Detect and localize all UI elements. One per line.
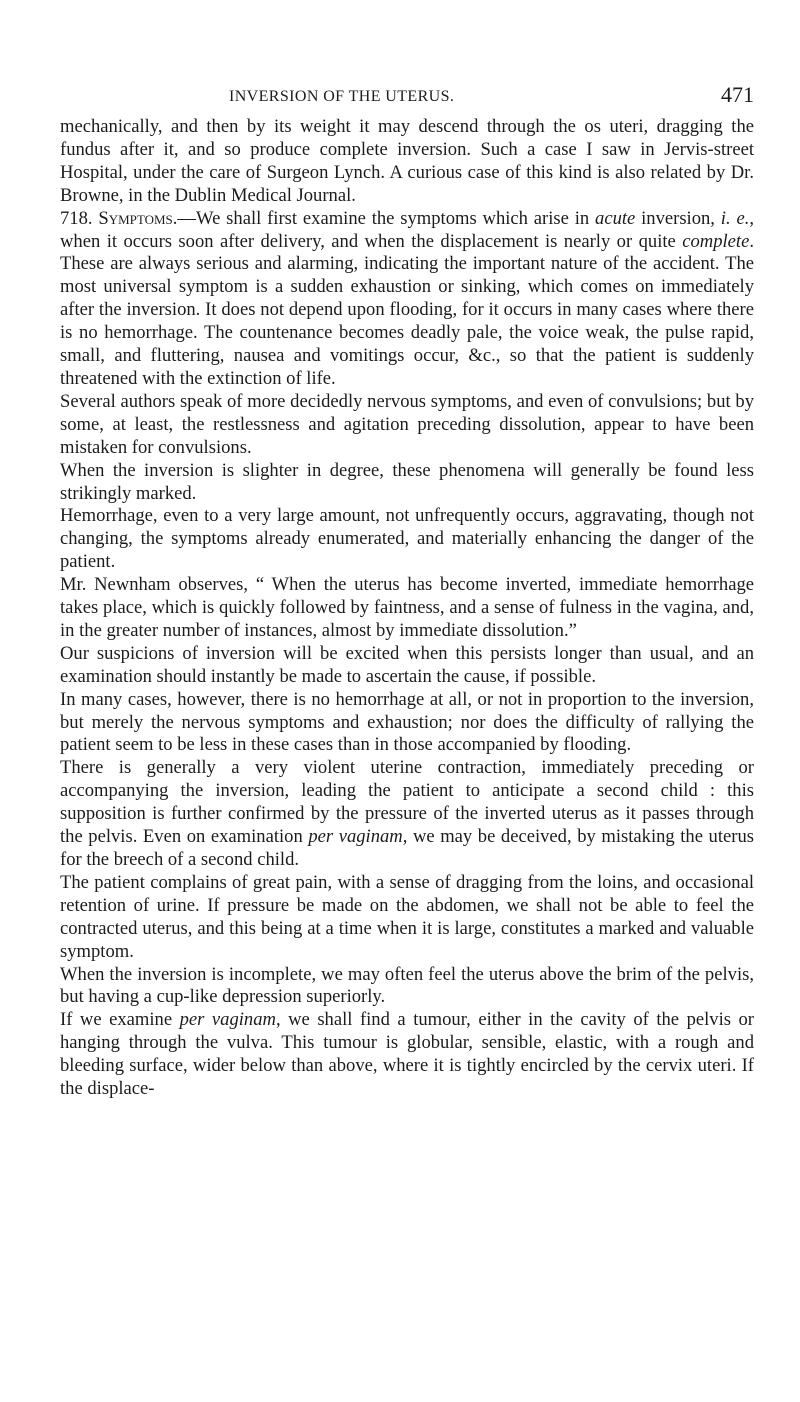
paragraph [60, 689, 754, 758]
italic-text: complete [682, 230, 750, 252]
paragraph [60, 208, 754, 391]
italic-text: acute [595, 207, 636, 229]
paragraph [60, 116, 754, 208]
paragraph [60, 643, 754, 689]
text-segment: inversion, [635, 207, 721, 229]
text-segment: 718. [60, 207, 99, 229]
paragraph [60, 872, 754, 964]
body-text [60, 116, 754, 1101]
paragraph [60, 391, 754, 460]
small-caps-heading: Symptoms [98, 207, 173, 229]
text-segment: Several authors speak of more decidedly nervous symptoms, and even of convulsions; but by some, at least, the restlessness and agitation preceding dissolution, appear to have been mistaken for convulsions. [60, 390, 754, 458]
text-segment: , we shall find a tumour, either in the cavity of the pelvis or hanging through the vulva. This tumour is globular, sensible, elastic, with a rough and bleeding surface, wider below than above, where it is tightly encircled by the cervix uteri. If the displace- [60, 1009, 754, 1100]
text-segment: Hemorrhage, even to a very large amount, not unfrequently occurs, aggravating, though not changing, the symptoms already enumerated, and materially enhancing the danger of the patient. [60, 505, 754, 573]
paragraph [60, 1009, 754, 1101]
text-segment: In many cases, however, there is no hemorrhage at all, or not in proportion to the inversion, but merely the nervous symptoms and exhaustion; nor does the difficulty of rallying the patient seem to be less in these cases than in those accompanied by flooding. [60, 688, 754, 756]
text-segment: , we may be deceived, by mistaking the uterus for the breech of a second child. [60, 826, 754, 870]
text-segment: The patient complains of great pain, with a sense of dragging from the loins, and occasional retention of urine. If pressure be made on the abdomen, we shall not be able to feel the contracted uterus, and this being at a time when it is large, constitutes a marked and valuable symptom. [60, 871, 754, 962]
paragraph [60, 505, 754, 574]
text-segment: , when it occurs soon after delivery, and when the displacement is nearly or quite [60, 207, 754, 252]
text-segment: There is generally a very violent uterine contraction, immediately preceding or accompanying the inversion, leading the patient to anticipate a second child : this supposition is further confirmed by the pressure of the inverted uterus as it passes through the pelvis. Even on examination [60, 757, 754, 848]
page-number: 471 [721, 82, 754, 107]
paragraph [60, 574, 754, 643]
text-segment: .—We shall first examine the symptoms which arise in [172, 207, 596, 229]
italic-text: i. e. [720, 207, 750, 229]
text-segment: When the inversion is incomplete, we may often feel the uterus above the brim of the pelvis, but having a cup-like depression superiorly. [60, 963, 754, 1008]
text-segment: Our suspicions of inversion will be excited when this persists longer than usual, and an examination should instantly be made to ascertain the cause, if possible. [60, 642, 754, 687]
text-segment: mechanically, and then by its weight it may descend through the os uteri, dragging the fundus after it, and so produce complete inversion. Such a case I saw in Jervis-street Hospital, under the care of Surgeon Lynch. A curious case of this kind is also related by Dr. Browne, in the Dublin Medical Journal. [60, 116, 754, 206]
paragraph [60, 757, 754, 872]
text-segment: . These are always serious and alarming, indicating the important nature of the accident. The most universal symptom is a sudden exhaustion or sinking, which comes on immediately after the inversion. It does not depend upon flooding, for it occurs in many cases where there is no hemorrhage. The countenance becomes deadly pale, the voice weak, the pulse rapid, small, and fluttering, nausea and vomitings occur, &c., so that the patient is suddenly threatened with the extinction of life. [60, 230, 754, 389]
paragraph [60, 964, 754, 1010]
italic-text: per vaginam [179, 1009, 276, 1031]
text-segment: Mr. Newnham observes, “ When the uterus has become inverted, immediate hemorrhage takes place, which is quickly followed by faintness, and a sense of fulness in the vagina, and, in the greater number of instances, almost by immediate dissolution.” [60, 574, 754, 641]
paragraph [60, 460, 754, 506]
page-header [60, 82, 754, 110]
running-head: INVERSION OF THE UTERUS. [229, 88, 455, 105]
italic-text: per vaginam [308, 826, 403, 848]
text-segment: If we examine [60, 1009, 180, 1031]
text-segment: When the inversion is slighter in degree, these phenomena will generally be found less strikingly marked. [60, 459, 754, 504]
